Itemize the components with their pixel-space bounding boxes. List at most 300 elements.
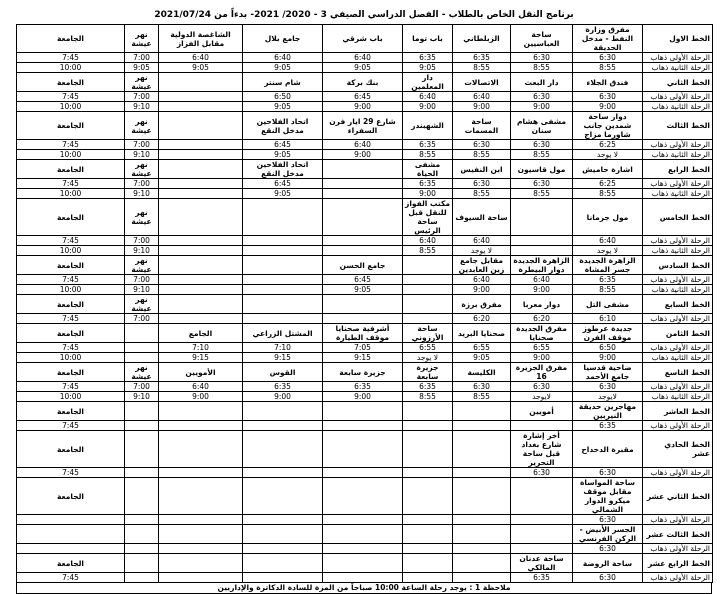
time-cell: 7:00: [125, 236, 159, 246]
stop-name: مهاجرين حديقة النيربين: [573, 402, 643, 421]
stop-name: شام سنتر: [243, 73, 323, 92]
time-cell: 9:15: [159, 353, 243, 363]
trip-row: [17, 421, 713, 431]
time-cell: لا يوجد: [573, 246, 643, 256]
time-cell: [323, 236, 403, 246]
time-cell: [511, 544, 573, 554]
time-cell: 6:30: [573, 468, 643, 478]
stop-name: دوار معربا: [511, 295, 573, 314]
time-cell: [403, 285, 453, 295]
line-name: الخط الخامس: [643, 199, 713, 236]
time-cell: 6:30: [453, 382, 511, 392]
schedule-table: [16, 24, 713, 583]
time-cell: [159, 468, 243, 478]
line-name: الخط الثاني عشر: [643, 478, 713, 515]
line-name: الخط السابع: [643, 295, 713, 314]
stop-name: [403, 402, 453, 421]
stop-name: مشفى التل: [573, 295, 643, 314]
stop-name: [17, 525, 125, 544]
stop-name: الجامعة: [17, 478, 125, 515]
stop-name: ضاحية قدسيا جامع الأحمد: [573, 363, 643, 382]
time-cell: [323, 573, 403, 583]
time-cell: [403, 544, 453, 554]
time-cell: 9:05: [243, 189, 323, 199]
time-cell: 6:40: [159, 53, 243, 63]
line-header-row: [17, 363, 713, 382]
stop-name: [159, 160, 243, 179]
stop-name: جامع الحسن: [323, 256, 403, 275]
time-cell: [125, 573, 159, 583]
stop-name: [159, 295, 243, 314]
stop-name: اتحاد الفلاحين مدخل النقع: [243, 160, 323, 179]
stop-name: الجامعة: [17, 112, 125, 140]
time-cell: 9:10: [125, 285, 159, 295]
stop-name: [125, 525, 159, 544]
time-cell: 9:10: [125, 150, 159, 160]
time-cell: 7:00: [125, 140, 159, 150]
line-name: الخط الثامن: [643, 324, 713, 343]
stop-name: الجامعة: [17, 402, 125, 421]
stop-name: الجامعة: [17, 256, 125, 275]
stop-name: الشاغصة الدولية مقابل الفزاز: [159, 25, 243, 53]
time-cell: 6:40: [403, 236, 453, 246]
stop-name: مفرق الجديدة صحنايا: [511, 324, 573, 343]
trip-label: الرحلة الأولى ذهاب: [643, 468, 713, 478]
trip-label: الرحلة الأولى ذهاب: [643, 544, 713, 554]
stop-name: [243, 478, 323, 515]
time-cell: 9:00: [159, 392, 243, 402]
time-cell: [125, 343, 159, 353]
time-cell: 6:30: [573, 382, 643, 392]
stop-name: جامع بلال: [243, 25, 323, 53]
stop-name: [323, 554, 403, 573]
time-cell: 8:55: [403, 150, 453, 160]
stop-name: [323, 295, 403, 314]
trip-label: الرحلة الثانية ذهاب: [643, 102, 713, 112]
time-cell: لايوجد: [511, 392, 573, 402]
time-cell: 9:10: [125, 102, 159, 112]
stop-name: [323, 199, 403, 236]
time-cell: 7:45: [17, 53, 125, 63]
stop-name: [159, 256, 243, 275]
trip-row: [17, 382, 713, 392]
time-cell: [453, 421, 511, 431]
time-cell: 10:00: [17, 150, 125, 160]
time-cell: 6:55: [453, 343, 511, 353]
time-cell: 7:45: [17, 314, 125, 324]
time-cell: 6:30: [573, 92, 643, 102]
time-cell: 8:55: [573, 285, 643, 295]
stop-name: [159, 554, 243, 573]
stop-name: [323, 160, 403, 179]
trip-label: الرحلة الأولى ذهاب: [643, 236, 713, 246]
time-cell: 10:00: [17, 392, 125, 402]
time-cell: 9:10: [125, 189, 159, 199]
time-cell: 6:35: [453, 53, 511, 63]
stop-name: [323, 431, 403, 468]
time-cell: 6:30: [511, 92, 573, 102]
time-cell: 6:40: [511, 275, 573, 285]
stop-name: أخر إشارة شارع بغداد قبل ساحة التحرير: [511, 431, 573, 468]
line-name: الخط الرابع عشر: [643, 554, 713, 573]
stop-name: الاتصالات: [453, 73, 511, 92]
time-cell: [243, 421, 323, 431]
trip-row: [17, 150, 713, 160]
time-cell: 7:45: [17, 275, 125, 285]
time-cell: 7:05: [323, 343, 403, 353]
time-cell: [159, 573, 243, 583]
stop-name: دوار ساحة شمدين جانب شاورما مزاج: [573, 112, 643, 140]
time-cell: 8:55: [403, 246, 453, 256]
trip-row: [17, 343, 713, 353]
stop-name: الكليسة: [453, 363, 511, 382]
time-cell: 6:25: [573, 140, 643, 150]
line-header-row: [17, 525, 713, 544]
trip-row: [17, 92, 713, 102]
time-cell: 9:05: [403, 63, 453, 73]
time-cell: [323, 314, 403, 324]
time-cell: 7:45: [17, 343, 125, 353]
trip-row: [17, 140, 713, 150]
time-cell: 9:05: [453, 353, 511, 363]
line-name: الخط الثالث عشر: [643, 525, 713, 544]
stop-name: فندق الجلاء: [573, 73, 643, 92]
time-cell: 6:40: [323, 140, 403, 150]
stop-name: [243, 554, 323, 573]
stop-name: جزيرة سابعة: [323, 363, 403, 382]
stop-name: الجامع: [159, 324, 243, 343]
trip-label: الرحلة الأولى ذهاب: [643, 275, 713, 285]
time-cell: [511, 421, 573, 431]
time-cell: [243, 314, 323, 324]
stop-name: [323, 525, 403, 544]
stop-name: مشفى هشام سنان: [511, 112, 573, 140]
line-name: الخط الحادي عشر: [643, 431, 713, 468]
time-cell: [159, 140, 243, 150]
time-cell: 6:35: [573, 275, 643, 285]
trip-row: [17, 102, 713, 112]
time-cell: 8:55: [511, 189, 573, 199]
time-cell: 7:45: [17, 236, 125, 246]
time-cell: 6:40: [403, 92, 453, 102]
stop-name: [243, 431, 323, 468]
trip-row: [17, 63, 713, 73]
time-cell: [17, 515, 125, 525]
time-cell: 7:45: [17, 573, 125, 583]
stop-name: [125, 324, 159, 343]
time-cell: [125, 515, 159, 525]
time-cell: 6:35: [243, 382, 323, 392]
trip-label: الرحلة الأولى ذهاب: [643, 53, 713, 63]
trip-row: [17, 246, 713, 256]
trip-label: الرحلة الثانية ذهاب: [643, 285, 713, 295]
stop-name: ساحة عدنان المالكي: [511, 554, 573, 573]
time-cell: 6:30: [511, 53, 573, 63]
time-cell: 6:50: [243, 92, 323, 102]
time-cell: [403, 515, 453, 525]
time-cell: 6:30: [511, 468, 573, 478]
time-cell: 10:00: [17, 63, 125, 73]
stop-name: نهر عيشة: [125, 295, 159, 314]
line-name: الخط السادس: [643, 256, 713, 275]
stop-name: نهر عيشة: [125, 256, 159, 275]
time-cell: 6:10: [573, 314, 643, 324]
time-cell: 9:05: [125, 63, 159, 73]
footnote: ملاحظة 1 : يوجد رحلة الساعة 10:00 صباحاً من المزة للسادة الدكاترة والإداريين: [16, 583, 712, 594]
stop-name: باب شرقي: [323, 25, 403, 53]
time-cell: 6:30: [511, 140, 573, 150]
time-cell: 6:30: [511, 179, 573, 189]
time-cell: [243, 573, 323, 583]
time-cell: [243, 468, 323, 478]
time-cell: 9:00: [323, 392, 403, 402]
line-header-row: [17, 478, 713, 515]
trip-row: [17, 236, 713, 246]
stop-name: مكتب الفواز للنقل قبل ساحة الرئيس: [403, 199, 453, 236]
time-cell: 9:10: [125, 246, 159, 256]
line-name: الخط العاشر: [643, 402, 713, 421]
stop-name: مول قاسيون: [511, 160, 573, 179]
time-cell: [159, 314, 243, 324]
stop-name: [453, 431, 511, 468]
stop-name: شارع 29 ايار فرن السفراء: [323, 112, 403, 140]
stop-name: [511, 478, 573, 515]
time-cell: 6:30: [573, 53, 643, 63]
time-cell: [159, 189, 243, 199]
time-cell: 6:40: [453, 236, 511, 246]
line-header-row: [17, 199, 713, 236]
time-cell: [159, 285, 243, 295]
stop-name: الجامعة: [17, 160, 125, 179]
stop-name: نهر عيشة: [125, 112, 159, 140]
time-cell: 9:00: [323, 150, 403, 160]
trip-label: الرحلة الأولى ذهاب: [643, 382, 713, 392]
time-cell: 7:45: [17, 468, 125, 478]
trip-row: [17, 314, 713, 324]
time-cell: لا يوجد: [573, 150, 643, 160]
time-cell: 6:35: [511, 573, 573, 583]
trip-label: الرحلة الأولى ذهاب: [643, 515, 713, 525]
stop-name: [453, 554, 511, 573]
time-cell: [125, 468, 159, 478]
time-cell: 9:05: [243, 63, 323, 73]
stop-name: [403, 554, 453, 573]
stop-name: الجامعة: [17, 73, 125, 92]
time-cell: 7:00: [125, 314, 159, 324]
time-cell: 9:00: [403, 189, 453, 199]
time-cell: [403, 421, 453, 431]
trip-label: الرحلة الأولى ذهاب: [643, 92, 713, 102]
time-cell: 9:00: [573, 353, 643, 363]
time-cell: 8:55: [511, 150, 573, 160]
time-cell: 8:55: [453, 392, 511, 402]
time-cell: 6:45: [323, 275, 403, 285]
stop-name: [323, 402, 403, 421]
stop-name: [403, 295, 453, 314]
line-header-row: [17, 402, 713, 421]
time-cell: 10:00: [17, 102, 125, 112]
stop-name: مفرق وزارة النفط - مدخل الحديقة: [573, 25, 643, 53]
time-cell: 9:05: [159, 63, 243, 73]
time-cell: 9:15: [243, 353, 323, 363]
time-cell: [159, 421, 243, 431]
stop-name: الجامعة: [17, 324, 125, 343]
stop-name: ساحة المسمات: [453, 112, 511, 140]
time-cell: [243, 515, 323, 525]
time-cell: 10:00: [17, 285, 125, 295]
time-cell: 9:00: [243, 392, 323, 402]
stop-name: الجامعة: [17, 554, 125, 573]
time-cell: 6:40: [453, 275, 511, 285]
time-cell: 6:40: [159, 382, 243, 392]
stop-name: [453, 478, 511, 515]
time-cell: [323, 189, 403, 199]
time-cell: [323, 246, 403, 256]
trip-row: [17, 468, 713, 478]
time-cell: [159, 150, 243, 160]
time-cell: 6:30: [511, 382, 573, 392]
time-cell: 6:40: [243, 53, 323, 63]
trip-label: الرحلة الأولى ذهاب: [643, 179, 713, 189]
stop-name: مقبرة الدحداح: [573, 431, 643, 468]
stop-name: القوس: [243, 363, 323, 382]
stop-name: الزبلطاني: [453, 25, 511, 53]
time-cell: 7:45: [17, 179, 125, 189]
stop-name: [159, 431, 243, 468]
time-cell: 6:40: [323, 53, 403, 63]
trip-row: [17, 189, 713, 199]
stop-name: اتحاد الفلاحين مدخل النقع: [243, 112, 323, 140]
trip-label: الرحلة الأولى ذهاب: [643, 343, 713, 353]
stop-name: [243, 402, 323, 421]
time-cell: [159, 515, 243, 525]
time-cell: 6:35: [403, 53, 453, 63]
stop-name: نهر عيشة: [125, 199, 159, 236]
trip-row: [17, 573, 713, 583]
time-cell: 6:45: [323, 92, 403, 102]
stop-name: [453, 402, 511, 421]
trip-label: الرحلة الأولى ذهاب: [643, 421, 713, 431]
stop-name: باب توما: [403, 25, 453, 53]
time-cell: 7:45: [17, 421, 125, 431]
trip-label: الرحلة الثانية ذهاب: [643, 150, 713, 160]
time-cell: 6:35: [573, 421, 643, 431]
time-cell: لا يوجد: [453, 246, 511, 256]
line-header-row: [17, 73, 713, 92]
stop-name: مقابل جامع زين العابدين: [453, 256, 511, 275]
line-header-row: [17, 324, 713, 343]
stop-name: الجامعة: [17, 25, 125, 53]
time-cell: 6:30: [573, 515, 643, 525]
time-cell: [125, 544, 159, 554]
time-cell: [511, 236, 573, 246]
stop-name: الجامعة: [17, 431, 125, 468]
time-cell: [243, 285, 323, 295]
line-name: الخط التاسع: [643, 363, 713, 382]
stop-name: أمويين: [511, 402, 573, 421]
time-cell: 6:30: [573, 573, 643, 583]
time-cell: 7:10: [243, 343, 323, 353]
stop-name: اشارة حاميش: [573, 160, 643, 179]
stop-name: [159, 402, 243, 421]
time-cell: [125, 353, 159, 363]
stop-name: [511, 525, 573, 544]
time-cell: [511, 246, 573, 256]
time-cell: 9:00: [511, 102, 573, 112]
stop-name: الجامعة: [17, 295, 125, 314]
time-cell: [125, 421, 159, 431]
trip-label: الرحلة الثانية ذهاب: [643, 353, 713, 363]
page-title: برنامج النقل الخاص بالطلاب - الفصل الدراسي الصيفي 3 - 2020/ 2021- بدءاً من 2021/07/24: [154, 10, 574, 20]
time-cell: [403, 573, 453, 583]
time-cell: [159, 275, 243, 285]
line-name: الخط الاول: [643, 25, 713, 53]
time-cell: 9:05: [323, 285, 403, 295]
time-cell: [159, 92, 243, 102]
stop-name: [323, 478, 403, 515]
time-cell: 6:25: [573, 179, 643, 189]
line-name: الخط الثالث: [643, 112, 713, 140]
time-cell: 8:55: [511, 63, 573, 73]
time-cell: 9:00: [511, 353, 573, 363]
time-cell: 9:15: [323, 353, 403, 363]
trip-row: [17, 392, 713, 402]
stop-name: بنك بركة: [323, 73, 403, 92]
trip-label: الرحلة الثانية ذهاب: [643, 63, 713, 73]
stop-name: [403, 431, 453, 468]
time-cell: 7:00: [125, 53, 159, 63]
stop-name: [159, 525, 243, 544]
time-cell: 9:00: [573, 102, 643, 112]
time-cell: 6:40: [453, 92, 511, 102]
trip-row: [17, 179, 713, 189]
time-cell: [159, 544, 243, 554]
time-cell: [159, 102, 243, 112]
stop-name: [125, 402, 159, 421]
time-cell: [403, 314, 453, 324]
time-cell: [453, 573, 511, 583]
time-cell: 9:00: [453, 102, 511, 112]
line-name: الخط الثاني: [643, 73, 713, 92]
stop-name: الزاهرة الجديدة دوار البيطرة: [511, 256, 573, 275]
time-cell: 6:30: [573, 544, 643, 554]
stop-name: الجامعة: [17, 199, 125, 236]
time-cell: 7:00: [125, 179, 159, 189]
trip-label: الرحلة الأولى ذهاب: [643, 140, 713, 150]
time-cell: 7:45: [17, 382, 125, 392]
stop-name: الجامعة: [17, 363, 125, 382]
stop-name: [159, 478, 243, 515]
stop-name: [159, 199, 243, 236]
trip-label: الرحلة الثانية ذهاب: [643, 189, 713, 199]
trip-label: الرحلة الثانية ذهاب: [643, 392, 713, 402]
line-header-row: [17, 160, 713, 179]
stop-name: [125, 478, 159, 515]
trip-row: [17, 544, 713, 554]
time-cell: [17, 544, 125, 554]
stop-name: صحنايا البريد: [453, 324, 511, 343]
trip-label: الرحلة الثانية ذهاب: [643, 246, 713, 256]
line-header-row: [17, 25, 713, 53]
time-cell: 9:00: [403, 102, 453, 112]
time-cell: 7:45: [17, 92, 125, 102]
time-cell: لا يوجد: [403, 353, 453, 363]
time-cell: 6:35: [323, 382, 403, 392]
stop-name: [511, 199, 573, 236]
stop-name: [403, 256, 453, 275]
stop-name: دار البعث: [511, 73, 573, 92]
time-cell: 9:00: [511, 285, 573, 295]
